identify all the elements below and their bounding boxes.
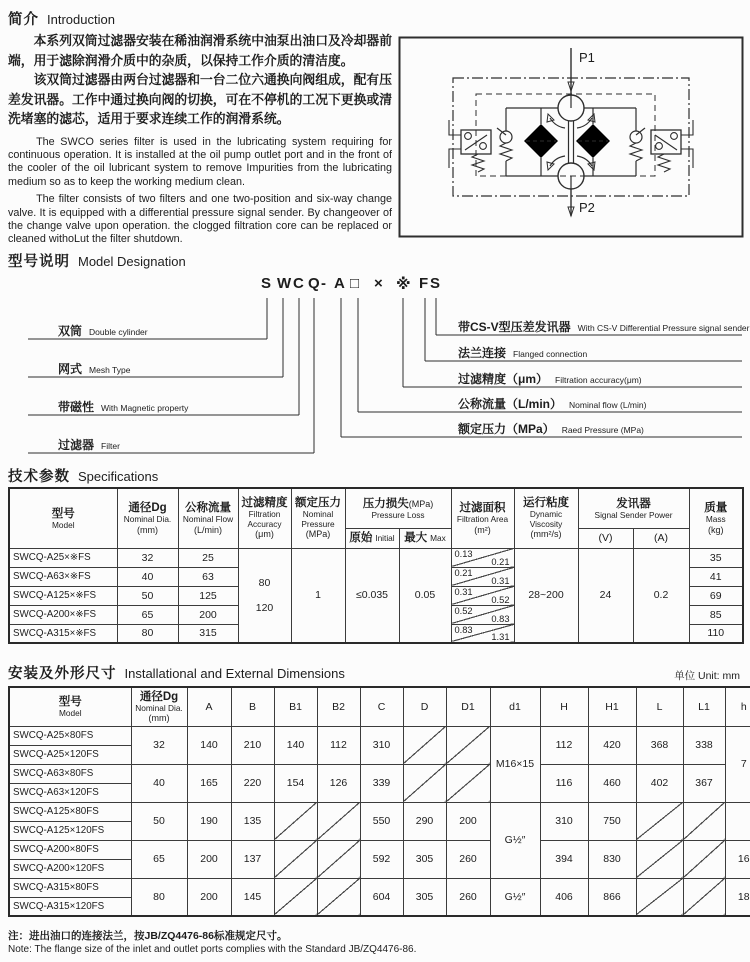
spec-accuracy-merged-cell bbox=[238, 548, 291, 643]
dims-L1-cell: 338 bbox=[683, 726, 725, 764]
dims-B1-slash-cell bbox=[274, 802, 317, 840]
label-zh: 带CS-V型压差发讯器 bbox=[458, 320, 571, 334]
designation-right-label-flange bbox=[458, 344, 587, 362]
spec-viscosity-merged-cell: 28~200 bbox=[514, 548, 578, 643]
spec-mass-cell: 110 bbox=[689, 624, 743, 643]
dims-A-cell: 190 bbox=[187, 802, 231, 840]
label-zh: 法兰连接 bbox=[458, 346, 507, 360]
dims-model-cell: SWCQ-A200×80FS bbox=[9, 840, 131, 859]
dims-H1-cell: 460 bbox=[588, 764, 636, 802]
dims-model-cell: SWCQ-A125×120FS bbox=[9, 821, 131, 840]
spec-model-cell: SWCQ-A63×※FS bbox=[9, 567, 117, 586]
dims-L1-slash-cell bbox=[683, 840, 725, 878]
dims-H-cell: 112 bbox=[540, 726, 588, 764]
col-en: Dynamic Viscosity bbox=[529, 509, 563, 529]
designation-title-zh: 型号说明 bbox=[8, 254, 70, 270]
col-en: Initial bbox=[375, 533, 395, 543]
designation-left-label-mesh-type bbox=[58, 360, 130, 378]
col-zh: 公称流量 bbox=[185, 502, 231, 514]
designation-right-label-pressure bbox=[458, 420, 644, 438]
dims-header-row bbox=[9, 687, 750, 726]
col-unit: (L/min) bbox=[193, 524, 222, 535]
label-en: Flanged connection bbox=[513, 349, 588, 359]
dims-col-B: B bbox=[231, 687, 274, 726]
col-zh: 最大 bbox=[404, 532, 428, 544]
dims-A-cell: 200 bbox=[187, 878, 231, 916]
col-en: Signal Sender Power bbox=[594, 509, 673, 520]
accuracy-120: 120 bbox=[255, 601, 274, 614]
dims-H1-cell: 830 bbox=[588, 840, 636, 878]
code-char-ref: ※ bbox=[396, 276, 411, 293]
label-en: Filtration accuracy(μm) bbox=[555, 375, 642, 385]
col-en: Mass bbox=[705, 514, 726, 524]
label-zh: 过滤器 bbox=[58, 438, 95, 452]
dims-B1-slash-cell bbox=[274, 878, 317, 916]
spec-header-row-1 bbox=[9, 488, 743, 528]
dims-A-cell: 200 bbox=[187, 840, 231, 878]
dims-B2-cell: 126 bbox=[317, 764, 360, 802]
col-zh: 运行粘度 bbox=[523, 497, 569, 510]
label-zh: 额定压力（MPa） bbox=[458, 422, 555, 436]
dims-model-cell: SWCQ-A25×120FS bbox=[9, 745, 131, 764]
intro-zh-paragraph-2: 该双筒过滤器由两台过滤器和一台二位六通换向阀组成，配有压差发讯器。工作中通过换向阀的切换，可在不停机的工况下更换或清洗堵塞的滤芯，适用于要求连续工作的润滑系统。 bbox=[8, 72, 392, 126]
spec-loss-initial-merged-cell: ≤0.035 bbox=[345, 548, 399, 643]
designation-right-label-flow bbox=[458, 395, 646, 413]
dims-B-cell: 137 bbox=[231, 840, 274, 878]
col-en: Nominal Flow bbox=[182, 514, 234, 524]
intro-zh-paragraph-1: 本系列双筒过滤器安装在稀油润滑系统中油泵出油口及冷却器前端，用于滤除润滑介质中的杂质，以保持工作介质的清洁度。 bbox=[8, 33, 392, 68]
col-unit: (mm) bbox=[137, 524, 158, 535]
spec-table bbox=[8, 487, 744, 644]
label-zh: 公称流量（L/min） bbox=[458, 397, 562, 411]
dims-D1-cell: 260 bbox=[446, 878, 490, 916]
dims-L1-cell: 367 bbox=[683, 764, 725, 802]
spec-loss-max-merged-cell: 0.05 bbox=[399, 548, 451, 643]
label-en: With Magnetic property bbox=[101, 403, 189, 413]
dims-row bbox=[9, 840, 750, 859]
spec-col-dn bbox=[117, 488, 178, 548]
dims-L-slash-cell bbox=[636, 878, 683, 916]
spec-dn-cell: 32 bbox=[117, 548, 178, 567]
spec-dn-cell: 80 bbox=[117, 624, 178, 643]
col-en: Filtration Accuracy bbox=[247, 509, 282, 529]
spec-dn-cell: 65 bbox=[117, 605, 178, 624]
dims-title bbox=[8, 662, 345, 683]
dims-col-A: A bbox=[187, 687, 231, 726]
spec-area-cell bbox=[451, 624, 514, 643]
dims-d1-merged-cell: G½″ bbox=[490, 802, 540, 878]
dims-L1-slash-cell bbox=[683, 878, 725, 916]
designation-left-label-magnetic bbox=[58, 398, 188, 416]
col-en: Pressure Loss bbox=[371, 509, 425, 520]
dims-C-cell: 550 bbox=[360, 802, 403, 840]
port-p2-label: P2 bbox=[579, 200, 595, 215]
dims-col-dn bbox=[131, 687, 187, 726]
spec-area-cell bbox=[451, 586, 514, 605]
port-p1-label: P1 bbox=[579, 50, 595, 65]
dims-col-L1: L1 bbox=[683, 687, 725, 726]
col-unit: (V) bbox=[598, 532, 613, 544]
col-zh: 额定压力 bbox=[295, 497, 341, 510]
spec-flow-cell: 25 bbox=[178, 548, 238, 567]
dims-C-cell: 310 bbox=[360, 726, 403, 764]
spec-area-cell bbox=[451, 548, 514, 567]
dims-C-cell: 592 bbox=[360, 840, 403, 878]
intro-title-en: Introduction bbox=[47, 12, 115, 27]
dims-D1-slash-cell bbox=[446, 764, 490, 802]
col-zh: 原始 bbox=[349, 532, 373, 544]
intro-title bbox=[8, 8, 115, 29]
dims-model-cell: SWCQ-A25×80FS bbox=[9, 726, 131, 745]
dims-B-cell: 135 bbox=[231, 802, 274, 840]
col-en: Model bbox=[58, 708, 82, 718]
dims-B1-cell: 154 bbox=[274, 764, 317, 802]
label-en: Raed Pressure (MPa) bbox=[561, 425, 644, 435]
col-zh: 型号 bbox=[58, 696, 82, 708]
dims-col-B2: B2 bbox=[317, 687, 360, 726]
dims-dn-cell: 32 bbox=[131, 726, 187, 764]
dims-H1-cell: 750 bbox=[588, 802, 636, 840]
unit-zh: 单位 bbox=[674, 670, 696, 682]
col-en: Nominal Dia. bbox=[135, 702, 183, 713]
label-en: Mesh Type bbox=[89, 365, 131, 375]
col-zh: 压力损失 bbox=[362, 497, 409, 510]
schematic-drawing bbox=[398, 36, 744, 238]
col-en: Model bbox=[51, 519, 75, 530]
dims-col-H: H bbox=[540, 687, 588, 726]
dims-H1-cell: 866 bbox=[588, 878, 636, 916]
spec-col-accuracy bbox=[238, 488, 291, 548]
label-en: Double cylinder bbox=[89, 327, 148, 337]
code-char-dash: - bbox=[321, 275, 326, 292]
dims-L-slash-cell bbox=[636, 840, 683, 878]
dims-A-cell: 140 bbox=[187, 726, 231, 764]
label-en: With CS-V Differential Pressure signal sender bbox=[577, 323, 750, 333]
spec-flow-cell: 315 bbox=[178, 624, 238, 643]
spec-mass-cell: 41 bbox=[689, 567, 743, 586]
spec-subcol-amp bbox=[633, 528, 689, 548]
spec-col-model bbox=[9, 488, 117, 548]
col-unit: (μm) bbox=[255, 529, 274, 540]
spec-flow-cell: 125 bbox=[178, 586, 238, 605]
spec-subcol-max bbox=[399, 528, 451, 548]
code-char-c: C bbox=[293, 275, 304, 292]
spec-mass-cell: 69 bbox=[689, 586, 743, 605]
hydraulic-schematic bbox=[398, 36, 744, 238]
dims-model-cell: SWCQ-A63×120FS bbox=[9, 783, 131, 802]
dims-row bbox=[9, 878, 750, 897]
dims-B-cell: 145 bbox=[231, 878, 274, 916]
dims-H-cell: 406 bbox=[540, 878, 588, 916]
col-unit: (MPa) bbox=[305, 529, 331, 540]
col-zh: 过滤面积 bbox=[459, 502, 506, 514]
col-en: Filtration Area bbox=[456, 514, 509, 524]
label-en: Filter bbox=[101, 441, 120, 451]
area-bottom: 0.52 bbox=[491, 594, 510, 605]
dims-C-cell: 604 bbox=[360, 878, 403, 916]
spec-mass-cell: 35 bbox=[689, 548, 743, 567]
dims-model-cell: SWCQ-A315×120FS bbox=[9, 897, 131, 916]
dims-col-d1: d1 bbox=[490, 687, 540, 726]
designation-right-label-accuracy bbox=[458, 370, 642, 388]
spec-col-pressure-loss bbox=[345, 488, 451, 528]
accuracy-80: 80 bbox=[258, 576, 271, 589]
dims-model-cell: SWCQ-A200×120FS bbox=[9, 859, 131, 878]
area-bottom: 1.31 bbox=[491, 632, 510, 642]
dims-h-merged-cell: 16 bbox=[725, 840, 750, 878]
dims-L-cell: 402 bbox=[636, 764, 683, 802]
spec-col-pressure bbox=[291, 488, 345, 548]
dims-D1-cell: 200 bbox=[446, 802, 490, 840]
dims-H-cell: 116 bbox=[540, 764, 588, 802]
area-top: 0.13 bbox=[454, 548, 473, 559]
dims-d1-merged-cell: G½″ bbox=[490, 878, 540, 916]
designation-chart bbox=[0, 245, 750, 463]
col-zh: 质量 bbox=[704, 502, 728, 514]
designation-left-label-filter bbox=[58, 436, 120, 454]
spec-model-cell: SWCQ-A200×※FS bbox=[9, 605, 117, 624]
code-char-x: × bbox=[374, 275, 383, 292]
area-top: 0.52 bbox=[454, 605, 473, 616]
code-char-s1: S bbox=[261, 275, 272, 292]
label-zh: 网式 bbox=[58, 362, 83, 376]
dims-D-cell: 305 bbox=[403, 878, 446, 916]
col-unit: (A) bbox=[654, 532, 668, 544]
dims-model-cell: SWCQ-A63×80FS bbox=[9, 764, 131, 783]
code-char-f: F bbox=[419, 275, 429, 292]
dims-H-cell: 310 bbox=[540, 802, 588, 840]
col-zh: 发讯器 bbox=[616, 497, 651, 510]
spec-col-mass bbox=[689, 488, 743, 548]
col-zh: 通径Dg bbox=[128, 502, 167, 514]
designation-left-label-double-cylinder bbox=[58, 322, 148, 340]
dims-C-cell: 339 bbox=[360, 764, 403, 802]
spec-title-zh: 技术参数 bbox=[8, 469, 70, 485]
dims-A-cell: 165 bbox=[187, 764, 231, 802]
dims-D-cell: 305 bbox=[403, 840, 446, 878]
code-char-box: □ bbox=[350, 275, 360, 292]
dims-col-L: L bbox=[636, 687, 683, 726]
spec-area-cell bbox=[451, 567, 514, 586]
spec-flow-cell: 200 bbox=[178, 605, 238, 624]
dims-B2-slash-cell bbox=[317, 878, 360, 916]
col-zh: 过滤精度 bbox=[241, 497, 288, 510]
col-unit: (mm²/s) bbox=[530, 529, 562, 540]
dims-D1-cell: 260 bbox=[446, 840, 490, 878]
spec-flow-cell: 63 bbox=[178, 567, 238, 586]
dims-B-cell: 210 bbox=[231, 726, 274, 764]
col-en: Nominal Pressure bbox=[301, 509, 335, 529]
dims-L-cell: 368 bbox=[636, 726, 683, 764]
spec-model-cell: SWCQ-A25×※FS bbox=[9, 548, 117, 567]
dims-L1-slash-cell bbox=[683, 802, 725, 840]
dims-D1-slash-cell bbox=[446, 726, 490, 764]
col-unit: (m²) bbox=[474, 524, 491, 535]
col-unit: (kg) bbox=[708, 524, 724, 535]
spec-dn-cell: 40 bbox=[117, 567, 178, 586]
intro-en-paragraph-2: The filter consists of two filters and one two-position and six-way change valve. It is equipped with a differential pressure signal sender. By changeover of the change valve upon operation. the clogged filtration core can be replaced or cleaned withoLut the filter shutdown. bbox=[8, 193, 392, 246]
col-unit: (mm) bbox=[148, 713, 170, 723]
dims-B2-cell: 112 bbox=[317, 726, 360, 764]
col-zh: 型号 bbox=[51, 507, 75, 520]
dims-dn-cell: 80 bbox=[131, 878, 187, 916]
dims-col-B1: B1 bbox=[274, 687, 317, 726]
dims-D-cell: 290 bbox=[403, 802, 446, 840]
dims-col-C: C bbox=[360, 687, 403, 726]
designation-right-label-sender bbox=[458, 318, 749, 336]
code-char-s2: S bbox=[430, 275, 441, 292]
spec-area-cell bbox=[451, 605, 514, 624]
dims-L-slash-cell bbox=[636, 802, 683, 840]
spec-title-en: Specifications bbox=[78, 469, 159, 484]
dims-B-cell: 220 bbox=[231, 764, 274, 802]
area-bottom: 0.21 bbox=[491, 556, 510, 567]
spec-title bbox=[8, 465, 158, 486]
col-en: Max bbox=[430, 533, 446, 543]
intro-title-zh: 简介 bbox=[8, 12, 39, 28]
unit-en: Unit: mm bbox=[698, 670, 740, 682]
dims-model-cell: SWCQ-A125×80FS bbox=[9, 802, 131, 821]
dims-dn-cell: 40 bbox=[131, 764, 187, 802]
code-char-w: W bbox=[277, 275, 292, 292]
spec-col-sender bbox=[578, 488, 689, 528]
spec-subcol-initial bbox=[345, 528, 399, 548]
dims-h-empty-cell bbox=[725, 802, 750, 840]
spec-model-cell: SWCQ-A125×※FS bbox=[9, 586, 117, 605]
designation-title-en: Model Designation bbox=[78, 254, 186, 269]
col-en: Nominal Dia. bbox=[123, 514, 172, 524]
spec-row bbox=[9, 548, 743, 567]
dims-title-en: Installational and External Dimensions bbox=[124, 666, 345, 681]
label-zh: 带磁性 bbox=[58, 400, 95, 414]
dims-H1-cell: 420 bbox=[588, 726, 636, 764]
dims-dn-cell: 65 bbox=[131, 840, 187, 878]
spec-amp-merged-cell: 0.2 bbox=[633, 548, 689, 643]
dims-col-H1: H1 bbox=[588, 687, 636, 726]
dims-unit-note bbox=[674, 668, 740, 683]
note-en: Note: The flange size of the inlet and outlet ports complies with the Standard JB/ZQ4476-86. bbox=[8, 944, 417, 955]
dims-row bbox=[9, 764, 750, 783]
intro-text-block bbox=[8, 31, 392, 247]
col-zh: 通径Dg bbox=[139, 690, 179, 703]
dims-d1-merged-cell: M16×15 bbox=[490, 726, 540, 802]
note-zh: 注：进出油口的连接法兰，按JB/ZQ4476-86标准规定尺寸。 bbox=[8, 930, 288, 942]
spec-mass-cell: 85 bbox=[689, 605, 743, 624]
dims-B1-slash-cell bbox=[274, 840, 317, 878]
label-zh: 双筒 bbox=[58, 324, 83, 338]
spec-model-cell: SWCQ-A315×※FS bbox=[9, 624, 117, 643]
area-top: 0.21 bbox=[454, 567, 473, 578]
dims-title-zh: 安装及外形尺寸 bbox=[8, 666, 117, 682]
dims-B2-slash-cell bbox=[317, 802, 360, 840]
label-en: Nominal flow (L/min) bbox=[569, 400, 647, 410]
area-bottom: 0.83 bbox=[491, 613, 510, 624]
label-zh: 过滤精度（μm） bbox=[458, 372, 549, 386]
dims-h-merged-cell: 7 bbox=[725, 726, 750, 802]
dims-B1-cell: 140 bbox=[274, 726, 317, 764]
dims-model-cell: SWCQ-A315×80FS bbox=[9, 878, 131, 897]
dims-col-D: D bbox=[403, 687, 446, 726]
dims-col-D1: D1 bbox=[446, 687, 490, 726]
spec-col-viscosity bbox=[514, 488, 578, 548]
area-bottom: 0.31 bbox=[491, 575, 510, 586]
intro-en-paragraph-1: The SWCO series filter is used in the lubricating system requiring for continuous operation. It is installed at the oil pump outlet port and in the front of the cooler of the oil lubricant system to remove Impurities from the lubricating medium so as to keep the working medium clean. bbox=[8, 135, 392, 188]
spec-dn-cell: 50 bbox=[117, 586, 178, 605]
dims-dn-cell: 50 bbox=[131, 802, 187, 840]
spec-volt-merged-cell: 24 bbox=[578, 548, 633, 643]
spec-pressure-merged-cell: 1 bbox=[291, 548, 345, 643]
code-char-a: A bbox=[334, 275, 345, 292]
dims-B2-slash-cell bbox=[317, 840, 360, 878]
dims-h-merged-cell: 18 bbox=[725, 878, 750, 916]
dims-D-slash-cell bbox=[403, 726, 446, 764]
area-top: 0.31 bbox=[454, 586, 473, 597]
dims-col-model bbox=[9, 687, 131, 726]
dims-row bbox=[9, 802, 750, 821]
spec-col-flow bbox=[178, 488, 238, 548]
spec-subcol-volt bbox=[578, 528, 633, 548]
code-char-q: Q bbox=[308, 275, 320, 292]
dims-D-slash-cell bbox=[403, 764, 446, 802]
dims-table bbox=[8, 686, 750, 917]
area-top: 0.83 bbox=[454, 624, 473, 635]
spec-col-area bbox=[451, 488, 514, 548]
dims-row bbox=[9, 726, 750, 745]
dims-col-h: h bbox=[725, 687, 750, 726]
col-unit: (MPa) bbox=[408, 498, 434, 509]
dims-H-cell: 394 bbox=[540, 840, 588, 878]
